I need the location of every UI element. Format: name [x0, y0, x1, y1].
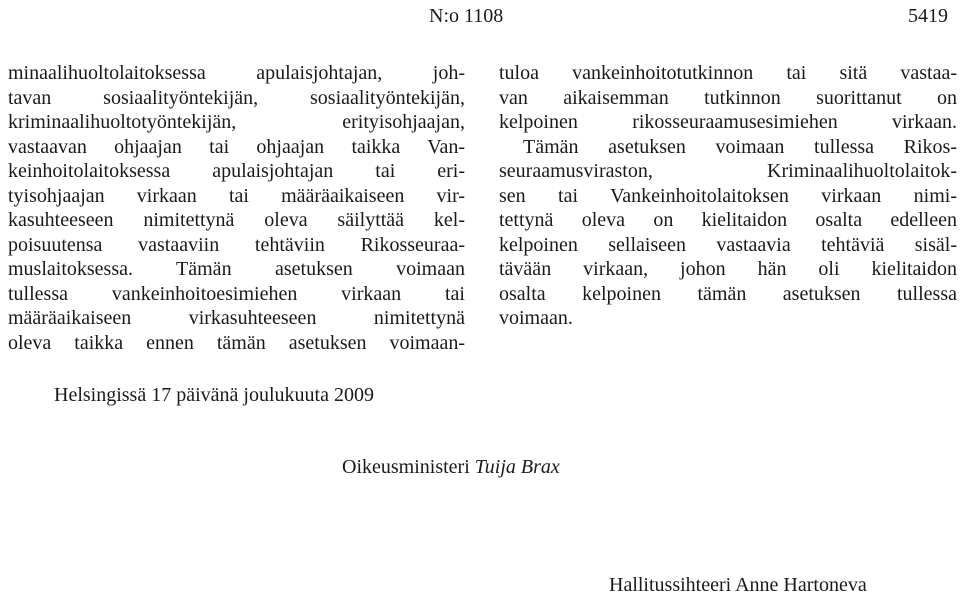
text-line: tyisohjaajan virkaan tai määräaikaiseen vir- — [8, 184, 465, 207]
left-text-column — [8, 61, 465, 355]
text-line: tävään virkaan, johon hän oli kielitaidon — [499, 258, 957, 280]
page-number: 5419 — [908, 5, 948, 27]
text-line: oleva taikka ennen tämän asetuksen voimaan- — [8, 331, 465, 354]
text-line: keinhoitolaitoksessa apulaisjohtajan tai eri- — [8, 160, 465, 182]
minister-name: Tuija Brax — [474, 456, 560, 478]
text-line: tavan sosiaalityöntekijän, sosiaalityöntekijän, — [8, 86, 465, 109]
text-line: kriminaalihuoltotyöntekijän, erityisohjaajan, — [8, 111, 465, 133]
text-line: osalta kelpoinen tämän asetuksen tullessa — [499, 282, 957, 305]
statute-number: N:o 1108 — [429, 5, 504, 27]
place-and-date: Helsingissä 17 päivänä joulukuuta 2009 — [54, 384, 374, 406]
text-line: seuraamusviraston, Kriminaalihuoltolaitok- — [499, 160, 957, 182]
text-line: tuloa vankeinhoitotutkinnon tai sitä vastaa- — [499, 62, 957, 84]
text-line: sen tai Vankeinhoitolaitoksen virkaan nimi- — [499, 184, 957, 207]
text-line: voimaan. — [499, 307, 573, 329]
text-line: minaalihuoltolaitoksessa apulaisjohtajan, joh- — [8, 62, 465, 84]
text-line: kelpoinen sellaiseen vastaavia tehtäviä sisäl- — [499, 233, 957, 256]
text-line: van aikaisemman tutkinnon suorittanut on — [499, 86, 957, 109]
text-line: Tämän asetuksen voimaan tullessa Rikos- — [523, 135, 957, 158]
text-line: vastaavan ohjaajan tai ohjaajan taikka Van- — [8, 135, 465, 158]
minister-title: Oikeusministeri — [342, 456, 470, 478]
text-line: tullessa vankeinhoitoesimiehen virkaan tai — [8, 282, 465, 305]
secretary-signature: Hallitussihteeri Anne Hartoneva — [609, 574, 867, 596]
text-line: määräaikaiseen virkasuhteeseen nimitettynä — [8, 307, 465, 329]
text-line: muslaitoksessa. Tämän asetuksen voimaan — [8, 258, 465, 280]
minister-signature — [342, 455, 560, 479]
text-line: kasuhteeseen nimitettynä oleva säilyttää kel- — [8, 209, 465, 231]
text-line: tettynä oleva on kielitaidon osalta edelleen — [499, 209, 957, 231]
right-text-column — [499, 61, 957, 331]
text-line: poisuutensa vastaaviin tehtäviin Rikosseuraa- — [8, 233, 465, 256]
text-line: kelpoinen rikosseuraamusesimiehen virkaan. — [499, 111, 957, 133]
